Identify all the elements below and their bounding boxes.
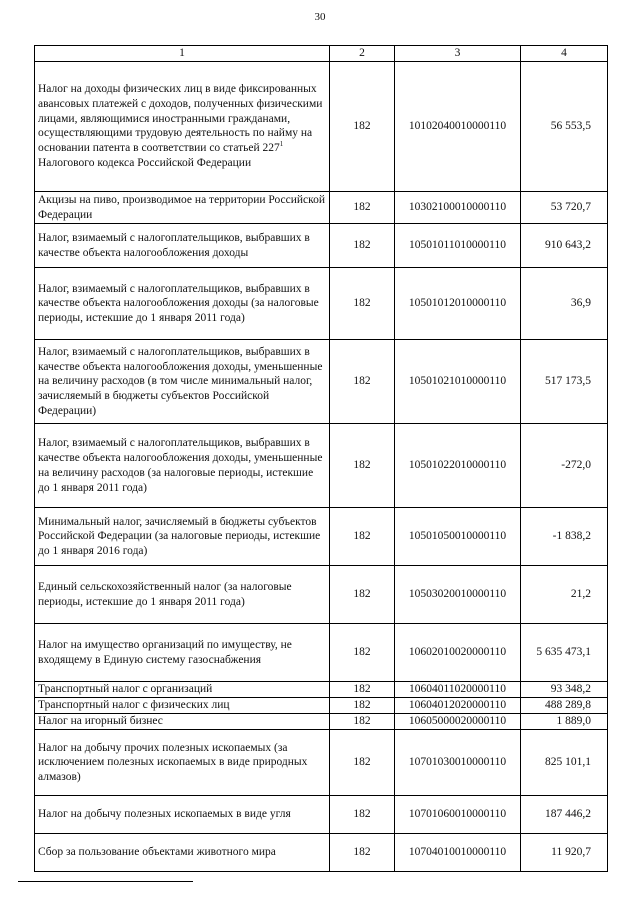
table-row xyxy=(35,698,608,714)
row-name: Транспортный налог с физических лиц xyxy=(35,698,330,714)
row-kbk-code: 10604011020000110 xyxy=(395,682,521,698)
column-header-1: 1 xyxy=(35,46,330,62)
table-row xyxy=(35,796,608,834)
row-amount: 36,9 xyxy=(521,268,608,340)
footnote-superscript: 1 xyxy=(279,140,284,149)
table-row xyxy=(35,566,608,624)
row-amount: -1 838,2 xyxy=(521,508,608,566)
row-kbk-code: 10503020010000110 xyxy=(395,566,521,624)
row-name-text: Налог на доходы физических лиц в виде фиксированных авансовых платежей с доходов, полученных физическими лицами, являющимися иностранными гражданами, осуществляющими трудовую деятельность по найму на основании патента в соответствии со статьей 227 xyxy=(38,82,323,155)
row-kbk-code: 10501012010000110 xyxy=(395,268,521,340)
row-amount: 1 889,0 xyxy=(521,714,608,730)
table-header-row xyxy=(35,46,608,62)
row-name xyxy=(35,61,330,191)
table-row xyxy=(35,508,608,566)
row-admin-code: 182 xyxy=(330,340,395,424)
row-kbk-code: 10102040010000110 xyxy=(395,61,521,191)
table-row xyxy=(35,224,608,268)
row-name: Налог на игорный бизнес xyxy=(35,714,330,730)
row-name: Налог на имущество организаций по имуществу, не входящему в Единую систему газоснабжения xyxy=(35,624,330,682)
table-row xyxy=(35,730,608,796)
row-amount: 5 635 473,1 xyxy=(521,624,608,682)
table-row xyxy=(35,61,608,191)
row-kbk-code: 10701060010000110 xyxy=(395,796,521,834)
row-admin-code: 182 xyxy=(330,730,395,796)
row-admin-code: 182 xyxy=(330,268,395,340)
table-row xyxy=(35,682,608,698)
column-header-4: 4 xyxy=(521,46,608,62)
row-name: Налог, взимаемый с налогоплательщиков, выбравших в качестве объекта налогообложения доходы (за налоговые периоды, истекшие до 1 января 2011 года) xyxy=(35,268,330,340)
row-kbk-code: 10501011010000110 xyxy=(395,224,521,268)
row-kbk-code: 10704010010000110 xyxy=(395,834,521,872)
row-kbk-code: 10602010020000110 xyxy=(395,624,521,682)
column-header-3: 3 xyxy=(395,46,521,62)
row-amount: 187 446,2 xyxy=(521,796,608,834)
row-name: Налог, взимаемый с налогоплательщиков, выбравших в качестве объекта налогообложения доходы, уменьшенные на величину расходов (в том числе минимальный налог, зачисляемый в бюджеты субъектов Российской Федерации) xyxy=(35,340,330,424)
row-admin-code: 182 xyxy=(330,834,395,872)
table-row xyxy=(35,624,608,682)
row-amount: 517 173,5 xyxy=(521,340,608,424)
row-amount: 825 101,1 xyxy=(521,730,608,796)
row-amount: 11 920,7 xyxy=(521,834,608,872)
row-amount: 93 348,2 xyxy=(521,682,608,698)
row-amount: 56 553,5 xyxy=(521,61,608,191)
page-number: 30 xyxy=(314,11,326,23)
row-name: Сбор за пользование объектами животного мира xyxy=(35,834,330,872)
row-admin-code: 182 xyxy=(330,508,395,566)
row-name: Минимальный налог, зачисляемый в бюджеты субъектов Российской Федерации (за налоговые периоды, истекшие до 1 января 2016 года) xyxy=(35,508,330,566)
row-name: Единый сельскохозяйственный налог (за налоговые периоды, истекшие до 1 января 2011 года) xyxy=(35,566,330,624)
row-admin-code: 182 xyxy=(330,796,395,834)
table-row xyxy=(35,424,608,508)
row-kbk-code: 10501050010000110 xyxy=(395,508,521,566)
row-name: Налог, взимаемый с налогоплательщиков, выбравших в качестве объекта налогообложения доходы xyxy=(35,224,330,268)
row-name: Налог на добычу прочих полезных ископаемых (за исключением полезных ископаемых в виде природных алмазов) xyxy=(35,730,330,796)
row-admin-code: 182 xyxy=(330,624,395,682)
row-name-text-end: Налогового кодекса Российской Федерации xyxy=(38,156,252,169)
row-kbk-code: 10605000020000110 xyxy=(395,714,521,730)
table-row xyxy=(35,268,608,340)
row-amount: 21,2 xyxy=(521,566,608,624)
revenue-table xyxy=(34,45,608,872)
row-amount: -272,0 xyxy=(521,424,608,508)
row-amount: 488 289,8 xyxy=(521,698,608,714)
row-name: Налог, взимаемый с налогоплательщиков, выбравших в качестве объекта налогообложения доходы, уменьшенные на величину расходов (за налоговые периоды, истекшие до 1 января 2011 года) xyxy=(35,424,330,508)
row-kbk-code: 10501022010000110 xyxy=(395,424,521,508)
row-amount: 53 720,7 xyxy=(521,191,608,224)
column-header-2: 2 xyxy=(330,46,395,62)
row-admin-code: 182 xyxy=(330,424,395,508)
row-name: Акцизы на пиво, производимое на территории Российской Федерации xyxy=(35,191,330,224)
table-row xyxy=(35,714,608,730)
row-admin-code: 182 xyxy=(330,191,395,224)
row-kbk-code: 10701030010000110 xyxy=(395,730,521,796)
table-row xyxy=(35,340,608,424)
row-kbk-code: 10604012020000110 xyxy=(395,698,521,714)
row-admin-code: 182 xyxy=(330,61,395,191)
row-kbk-code: 10501021010000110 xyxy=(395,340,521,424)
row-admin-code: 182 xyxy=(330,682,395,698)
table-row xyxy=(35,191,608,224)
row-admin-code: 182 xyxy=(330,714,395,730)
row-name: Налог на добычу полезных ископаемых в виде угля xyxy=(35,796,330,834)
table-row xyxy=(35,834,608,872)
row-admin-code: 182 xyxy=(330,566,395,624)
row-amount: 910 643,2 xyxy=(521,224,608,268)
footnote-divider xyxy=(18,881,193,882)
row-admin-code: 182 xyxy=(330,698,395,714)
row-admin-code: 182 xyxy=(330,224,395,268)
row-kbk-code: 10302100010000110 xyxy=(395,191,521,224)
row-name: Транспортный налог с организаций xyxy=(35,682,330,698)
